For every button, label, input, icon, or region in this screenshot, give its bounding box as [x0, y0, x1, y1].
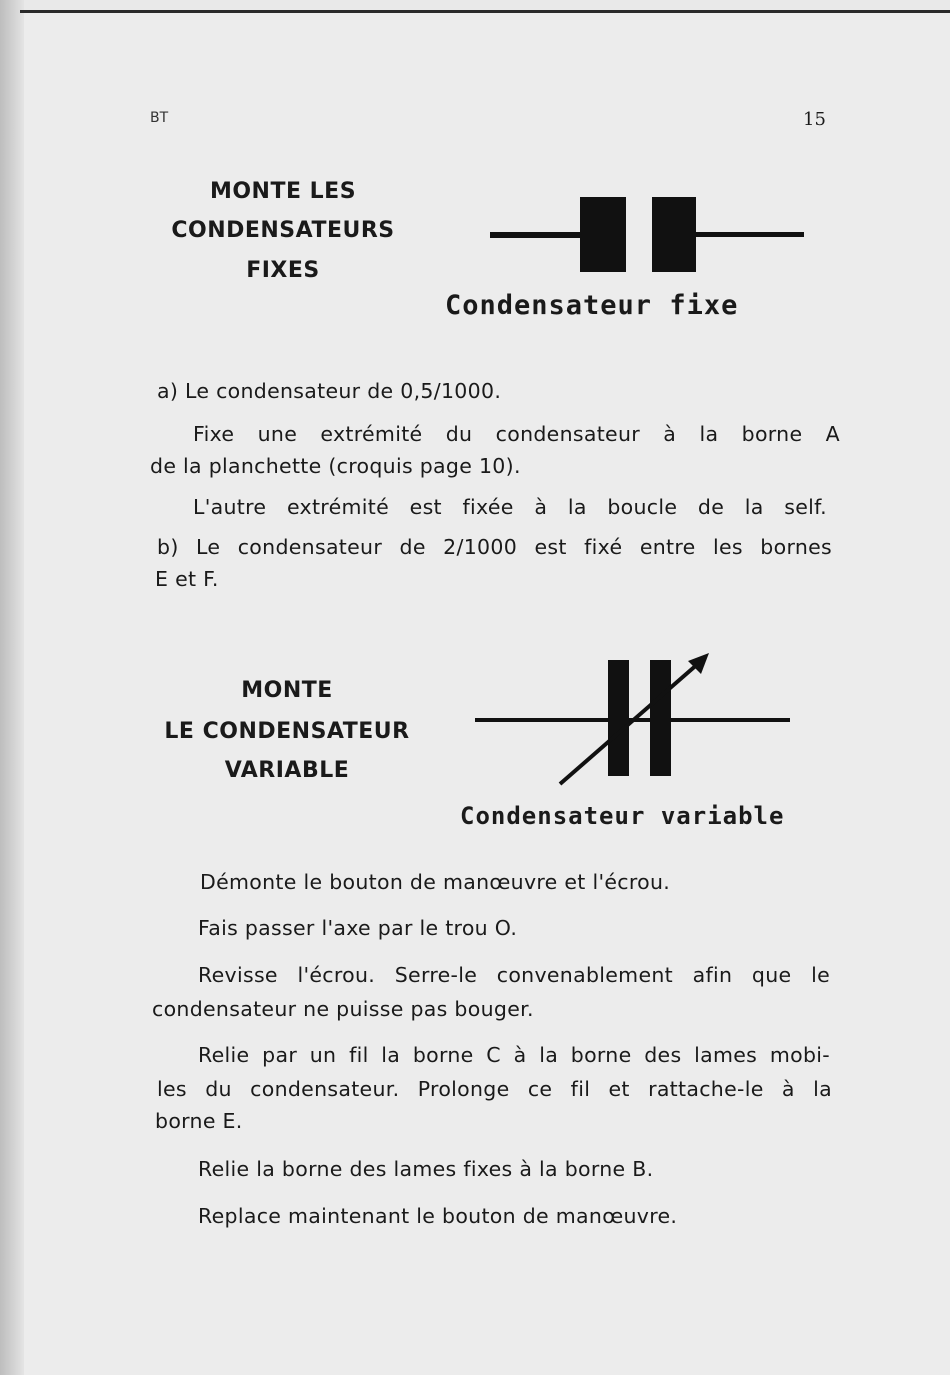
paragraph-line: Relie par un fil la borne C à la borne des lames mobi-: [198, 1043, 830, 1067]
header-left: BT: [150, 110, 169, 126]
paragraph-line: E et F.: [155, 567, 219, 591]
heading-2-line-1: MONTE: [241, 678, 333, 703]
heading-2-line-3: VARIABLE: [224, 758, 350, 783]
heading-1-line-2: CONDENSATEURS: [171, 218, 395, 243]
paragraph-line: Revisse l'écrou. Serre-le convenablement afin que le: [198, 963, 830, 987]
fixed-capacitor-caption: Condensateur fixe: [445, 290, 739, 321]
paragraph-line: Replace maintenant le bouton de manœuvre.: [198, 1204, 678, 1228]
paragraph-line: Fixe une extrémité du condensateur à la borne A: [193, 422, 840, 446]
paragraph-line: les du condensateur. Prolonge ce fil et rattache-le à la: [157, 1077, 832, 1101]
paragraph-b: b) Le condensateur de 2/1000 est fixé entre les bornes: [157, 535, 832, 559]
paragraph-line: Démonte le bouton de manœuvre et l'écrou.: [200, 870, 671, 894]
paragraph-line: de la planchette (croquis page 10).: [150, 454, 521, 478]
page-number: 15: [803, 109, 826, 130]
fixed-capacitor-symbol: [490, 197, 804, 272]
paragraph-a: a) Le condensateur de 0,5/1000.: [157, 379, 502, 403]
paragraph-line: condensateur ne puisse pas bouger.: [152, 997, 534, 1021]
paragraph-line: borne E.: [155, 1109, 243, 1133]
heading-2-line-2: LE CONDENSATEUR: [164, 719, 410, 744]
heading-1-line-3: FIXES: [246, 258, 320, 283]
variable-capacitor-symbol: [475, 653, 790, 784]
paragraph-line: Relie la borne des lames fixes à la borne B.: [198, 1157, 654, 1181]
variable-capacitor-caption: Condensateur variable: [460, 802, 785, 830]
paragraph-line: Fais passer l'axe par le trou O.: [198, 916, 518, 940]
paragraph-line: L'autre extrémité est fixée à la boucle de la self.: [193, 495, 827, 519]
heading-1-line-1: MONTE LES: [209, 179, 357, 204]
